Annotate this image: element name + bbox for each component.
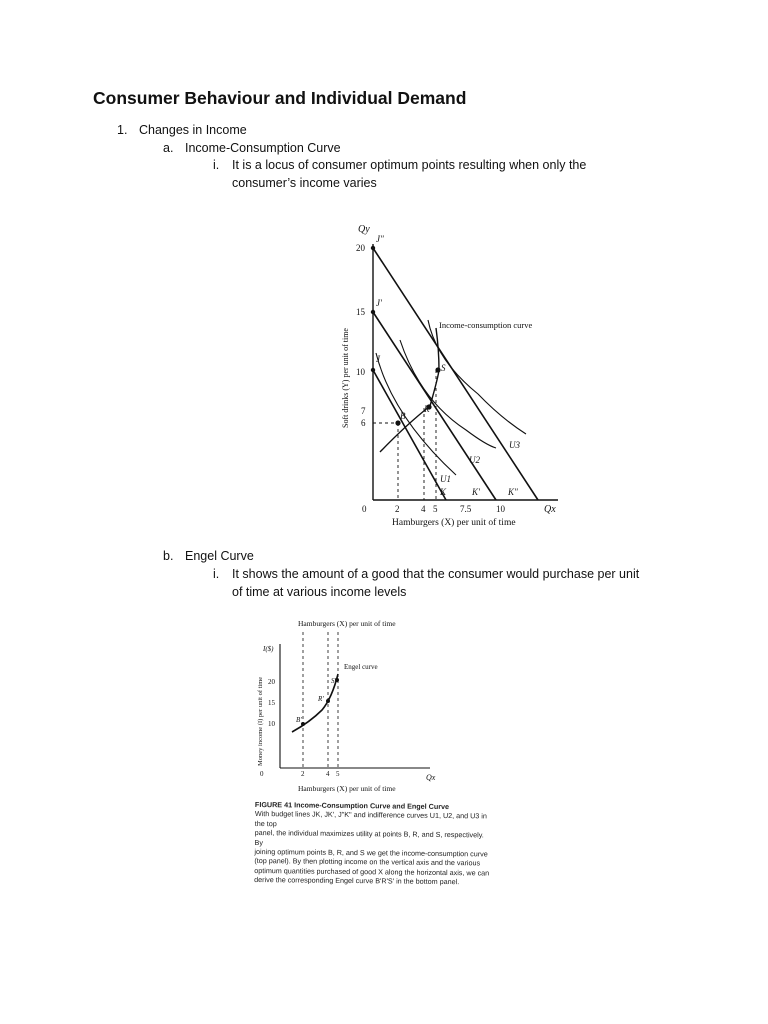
- point-label-r: R': [318, 695, 324, 703]
- list-marker: b.: [163, 549, 174, 563]
- list-item-b-i-marker: i.: [213, 567, 220, 581]
- y-tick: 6: [361, 418, 366, 428]
- indifference-label: U2: [469, 455, 480, 465]
- y-tick: 15: [356, 307, 365, 317]
- engel-curve-label: Engel curve: [344, 663, 378, 671]
- list-item-1: [117, 123, 247, 137]
- budget-label: K: [440, 487, 447, 497]
- y-tick: 15: [268, 699, 275, 707]
- y-axis-symbol: I($): [263, 645, 274, 653]
- y-tick: 10: [268, 720, 275, 728]
- budget-label: J': [376, 298, 382, 308]
- list-item-text: of time at various income levels: [232, 585, 407, 599]
- caption-line: derive the corresponding Engel curve B'R'S' in the bottom panel.: [254, 875, 460, 887]
- x-axis-symbol: Qx: [426, 773, 436, 782]
- point-label-b: B': [296, 716, 302, 724]
- x-tick: 5: [336, 770, 340, 778]
- caption-line: With budget lines JK, JK', J"K" and indifference curves U1, U2, and U3 in the top: [254, 809, 487, 829]
- engel-curve-figure: [252, 614, 452, 796]
- list-item-text: It shows the amount of a good that the consumer would purchase per unit: [232, 567, 640, 581]
- y-axis-label: Money income (I) per unit of time: [257, 676, 264, 766]
- x-tick: 0: [362, 504, 367, 514]
- budget-label: K': [472, 487, 480, 497]
- point-label-r: R: [424, 404, 430, 414]
- y-tick: 7: [361, 406, 366, 416]
- point-label-s: S': [331, 677, 336, 685]
- caption-line: (top panel). By then plotting income on the vertical axis and the various: [254, 856, 481, 868]
- point-s: [435, 367, 440, 372]
- x-axis-label: Hamburgers (X) per unit of time: [298, 784, 396, 793]
- caption-line: joining optimum points B, R, and S we get the income-consumption curve: [254, 847, 488, 859]
- indifference-curve-u2: [400, 340, 496, 448]
- x-tick: 10: [496, 504, 505, 514]
- list-item-text: Changes in Income: [139, 123, 247, 137]
- point-b: [395, 420, 400, 425]
- caption-title: Income-Consumption Curve and Engel Curve: [294, 800, 450, 812]
- indifference-label: U3: [509, 440, 520, 450]
- x-tick: 0: [260, 770, 264, 778]
- y-tick: 20: [356, 243, 365, 253]
- list-marker: a.: [163, 141, 174, 155]
- list-item-a: [163, 141, 341, 155]
- budget-line-j2k2: [373, 248, 538, 500]
- top-axis-label: Hamburgers (X) per unit of time: [298, 619, 396, 628]
- figure-caption: [254, 800, 490, 887]
- list-item-text: It is a locus of consumer optimum points resulting when only the: [232, 158, 587, 172]
- document-title: Consumer Behaviour and Individual Demand: [93, 88, 467, 108]
- intercept-point: [371, 310, 375, 314]
- list-item-text: Income-Consumption Curve: [185, 141, 341, 155]
- x-axis-symbol: Qx: [544, 504, 556, 515]
- list-item-text: Engel Curve: [185, 549, 254, 563]
- y-tick: 10: [356, 367, 365, 377]
- x-tick: 2: [395, 504, 400, 514]
- point-r-prime: [326, 699, 330, 703]
- y-axis-symbol: Qy: [358, 224, 370, 235]
- caption-line: panel, the individual maximizes utility at points B, R, and S, respectively. By: [254, 828, 484, 847]
- intercept-point: [371, 246, 375, 250]
- budget-label: J": [376, 234, 384, 244]
- point-label-b: B: [400, 411, 406, 421]
- list-item-text: consumer’s income varies: [232, 176, 377, 190]
- y-tick: 20: [268, 678, 275, 686]
- indifference-label: U1: [440, 474, 451, 484]
- list-item-b: [163, 549, 254, 563]
- income-consumption-label: Income-consumption curve: [439, 320, 533, 330]
- x-tick: 4: [326, 770, 330, 778]
- income-consumption-figure: [336, 220, 586, 532]
- x-tick: 7.5: [460, 504, 472, 514]
- x-tick: 2: [301, 770, 305, 778]
- caption-line: optimum quantities purchased of good X along the horizontal axis, we can: [254, 865, 490, 878]
- x-tick: 4: [421, 504, 426, 514]
- intercept-point: [371, 368, 375, 372]
- y-axis-label: Soft drinks (Y) per unit of time: [341, 328, 350, 428]
- budget-label: J: [376, 354, 380, 364]
- x-axis-label: Hamburgers (X) per unit of time: [392, 518, 516, 528]
- x-tick: 5: [433, 504, 438, 514]
- list-marker: 1.: [117, 123, 128, 137]
- indifference-curve-u3: [428, 320, 526, 434]
- point-label-s: S: [441, 363, 446, 373]
- caption-heading: FIGURE 41: [254, 800, 293, 810]
- budget-label: K": [508, 487, 518, 497]
- list-item-a-i-marker: i.: [213, 158, 220, 172]
